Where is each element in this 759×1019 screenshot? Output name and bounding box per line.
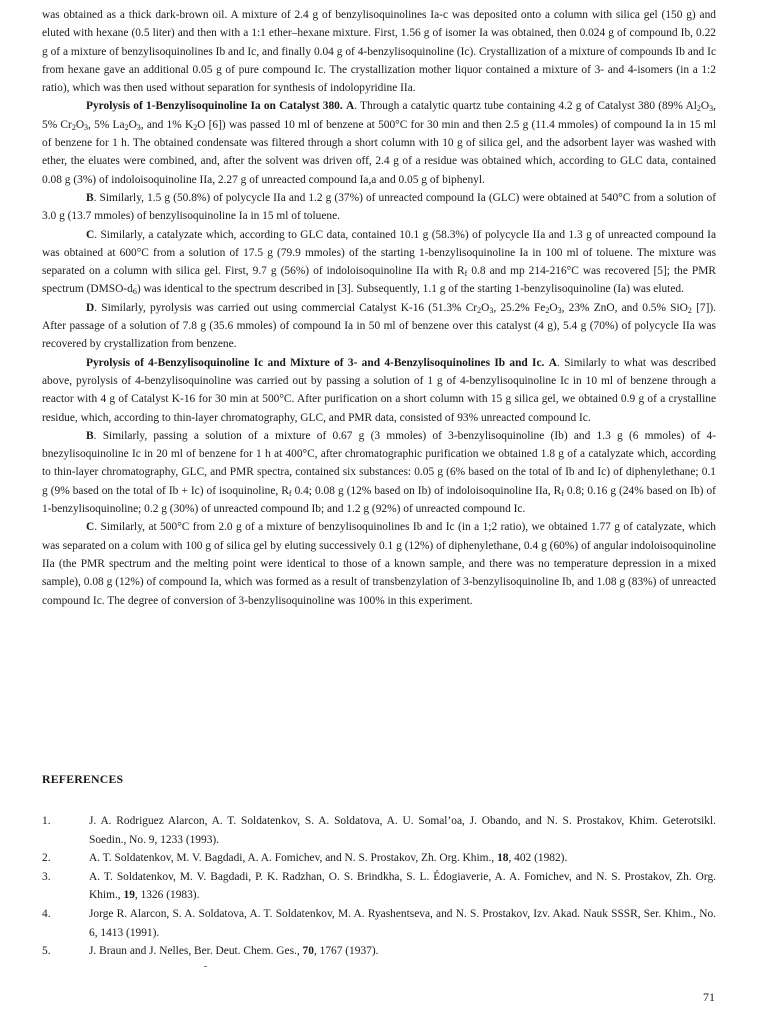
formula-text: , and 1% K	[140, 118, 194, 131]
paragraph-text: . Similarly to what was described above, pyrolysis of 4-benzylisoquinoline was carried out by passing a solution of 1 g of 4-benzylisoquinoline Ic in 10 ml of benzene through a reactor with 4 g of Catalyst K-16 for 30 min at 500°C. After purification on a short column with 15 g silica gel, we obtained 0.9 g of a crystalline residue, which, according to thin-layer chromatography, GLC, and PMR data, consisted of 93% unreacted compound Ic.	[42, 356, 716, 424]
reference-item	[42, 849, 716, 868]
paragraph-text: . Similarly, 1.5 g (50.8%) of polycycle IIa and 1.2 g (37%) of unreacted compound Ia (GLC) were obtained at 540°C from a solution of 3.0 g (13.7 mmoles) of benzylisoquinoline Ia in 15 ml of toluene.	[42, 191, 716, 223]
method-label: A	[548, 356, 557, 369]
reference-text: A. T. Soldatenkov, M. V. Bagdadi, P. K. Radzhan, O. S. Brindkha, S. L. Édogiaverie, A. A. Fomichev, and N. S. Prostakov, Zh. Org. Khim.,	[89, 870, 716, 902]
subscript: 2	[696, 104, 701, 114]
paragraph-text: . Similarly, a catalyzate which, according to GLC data, contained 10.1 g (58.3%) of polycycle IIa and 1.3 g of unreacted compound Ia was obtained at 600°C from a solution of 17.5 g (79.9 mmoles) of the starting 1-benzylisoquinoline Ia in 100 ml of toluene. The mixture was separated on a column with silica gel. First, 9.7 g (56%) of indoloisoquinoline IIa with R	[42, 228, 716, 278]
reference-tail: , 1767 (1937).	[313, 945, 379, 958]
formula-text: , 23% ZnO, and 0.5% SiO	[561, 301, 688, 314]
formula-text: O	[549, 301, 558, 314]
paragraph-text: was obtained as a thick dark-brown oil. A mixture of 2.4 g of benzylisoquinolines Ia-c was deposited onto a column with silica gel (150 g) and eluted with hexane (0.5 liter) and then with a 1:1 ether–hexane mixture. First, 1.56 g of isomer Ia was obtained, then 0.024 g of compound Ib, 0.22 g of a mixture of benzylisoquinolines Ib and Ic, and finally 0.04 g of 4-benzylisoquinoline (Ic). Crystallization of a mixture of compounds Ib and Ic from hexane gave an additional 0.05 g of pure compound Ic. The crystallization mother liquor contained a mixture of 3- and 4-isomers (in a 1:2 ratio), which was then used without separation for synthesis of indolopyridine IIa.	[42, 9, 716, 95]
section-title: Pyrolysis of 1-Benzylisoquinoline Ia on Catalyst 380.	[86, 100, 343, 113]
reference-list	[42, 812, 716, 961]
reference-text: J. Braun and J. Nelles, Ber. Deut. Chem. Ges.,	[89, 945, 303, 958]
subscript: 2	[477, 305, 482, 315]
references-heading: REFERENCES	[42, 772, 124, 786]
method-label: A	[345, 100, 355, 113]
reference-number: 2.	[42, 852, 51, 865]
reference-item	[42, 905, 716, 942]
subscript: 3	[489, 305, 494, 315]
formula-text: O	[700, 100, 710, 113]
subscript: f	[288, 488, 292, 498]
footnote-mark	[204, 966, 207, 967]
subscript: 2	[545, 305, 550, 315]
paragraph	[42, 518, 716, 609]
method-label: D	[86, 301, 95, 314]
subscript: 3	[136, 122, 141, 132]
reference-tail: , 402 (1982).	[508, 852, 568, 865]
reference-item	[42, 942, 716, 961]
formula-text: O	[75, 118, 85, 131]
method-label: B	[86, 429, 94, 442]
paragraph-text: O [6]) was passed 10 ml of benzene at 500°C for 30 min and then 2.5 g (11.4 mmoles) of compound Ia in 15 ml of benzene for 1 h. The obtained condensate was filtered through a short column with 10 g of silica gel, and the adsorbent layer was washed with ether, the eluates were combined, and, after the solvent was driven off, 2.4 g of a residue was obtained which, according to GLC data, contained 0.08 g (3%) of indoloisoquinoline IIa, 2.27 g of unreacted compound Ia,a and 0.05 g of biphenyl.	[42, 118, 716, 186]
subscript: 6	[132, 287, 137, 297]
paragraph-text: . Through a catalytic quartz tube containing 4.2 g of Catalyst 380 (89% Al	[354, 100, 697, 113]
subscript: 3	[709, 104, 714, 114]
paragraph-text: . Similarly, at 500°C from 2.0 g of a mixture of benzylisoquinolines Ib and Ic (in a 1;2 ratio), we obtained 1.77 g of catalyzate, which was separated on a colum with 100 g of silica gel by eluting successively 0.1 g (12%) of diphenylethane, 0.4 g (60%) of angular indoloisoquinoline IIa (the PMR spectrum and the melting point were identical to those of a known sample, and there was no temperature depression in a mixed sample), 0.08 g (12%) of compound Ia, which was formed as a result of transbenzylation of 3-benzylisoquinoline Ib, and 1.08 g (83%) of unreacted compound Ic. The degree of conversion of 3-benzylisoquinoline was 100% in this experiment.	[42, 521, 716, 607]
reference-tail: , 1326 (1983).	[134, 889, 200, 902]
paragraph	[42, 97, 716, 188]
paragraph	[42, 299, 716, 354]
paragraph-text: . Similarly, pyrolysis was carried out using commercial Catalyst K-16 (51.3% Cr	[94, 301, 478, 314]
formula-text: , 5% La	[88, 118, 125, 131]
reference-item	[42, 812, 716, 849]
page-number: 71	[703, 990, 715, 1004]
subscript: 2	[687, 305, 692, 315]
reference-volume: 19	[123, 889, 135, 902]
subscript: 3	[84, 122, 89, 132]
reference-item	[42, 868, 716, 905]
paragraph	[42, 427, 716, 518]
paragraph	[42, 226, 716, 299]
reference-text: A. T. Soldatenkov, M. V. Bagdadi, A. A. Fomichev, and N. S. Prostakov, Zh. Org. Khim.,	[89, 852, 498, 865]
paragraph-text: 0.4; 0.08 g (12% based on Ib) of indoloisoquinoline IIa, R	[291, 484, 562, 497]
paragraph-text: 0.8 and mp 214-216°C was recovered [5]; the PMR spectrum (DMSO-d	[42, 265, 716, 296]
paragraph-text: 0.8; 0.16 g (24% based on Ib) of 1-benzylisoquinoline; 0.2 g (30%) of unreacted compound Ib; and 1.2 g (92%) of unreacted compound Ic.	[42, 484, 716, 516]
subscript: f	[464, 269, 468, 279]
subscript: f	[561, 488, 564, 498]
formula-text: , 5% Cr	[42, 100, 716, 131]
formula-text: O	[481, 301, 490, 314]
reference-text: J. A. Rodriguez Alarcon, A. T. Soldatenkov, S. A. Soldatova, A. U. Somal’oa, J. Obando, and N. S. Prostakov, Khim. Geterotsikl. Soedin., No. 9, 1233 (1993).	[89, 815, 716, 846]
experimental-section	[42, 6, 716, 610]
reference-number: 5.	[42, 945, 51, 958]
method-label: C	[86, 521, 95, 534]
subscript: 2	[124, 122, 129, 132]
reference-number: 1.	[42, 815, 51, 827]
paragraph	[42, 189, 716, 226]
subscript: 2	[71, 122, 76, 132]
reference-volume: 18	[497, 852, 509, 865]
reference-text: Jorge R. Alarcon, S. A. Soldatova, A. T. Soldatenkov, M. A. Ryashentseva, and N. S. Prostakov, Izv. Akad. Nauk SSSR, Ser. Khim., No. 6, 1413 (1991).	[89, 907, 716, 939]
section-title: Pyrolysis of 4-Benzylisoquinoline Ic and Mixture of 3- and 4-Benzylisoquinolines Ib and Ic.	[86, 356, 545, 369]
reference-number: 4.	[42, 907, 51, 920]
paragraph-text: . Similarly, passing a solution of a mixture of 0.67 g (3 mmoles) of 3-benzylisoquinoline (Ib) and 1.3 g (6 mmoles) of 4-bnezylisoquinoline Ic in 20 ml of benzene for 1 h at 400°C, after chromatographic purification we obtained 1.8 g of a catalyzate which, according to thin-layer chromatography, GLC, and PMR spectra, contained six substances: 0.05 g (6% based on the total of Ib and Ic) of diphenylethane; 0.1 g (9% based on the total of Ib + Ic) of isoquinoline, R	[42, 429, 716, 497]
paragraph	[42, 6, 716, 97]
formula-text: O	[128, 118, 137, 131]
reference-number: 3.	[42, 870, 51, 883]
subscript: 3	[557, 305, 562, 315]
method-label: C	[86, 228, 95, 241]
formula-text: , 25.2% Fe	[493, 301, 546, 314]
reference-volume: 70	[302, 945, 314, 958]
paragraph-text: ) was identical to the spectrum described in [3]. Subsequently, 1.1 g of the starting 1-benzylisoquinoline (Ia) was eluted.	[136, 283, 684, 296]
paragraph-text: [7]). After passage of a solution of 7.8 g (35.6 mmoles) of compound Ia in 50 ml of benzene over this catalyst (4 g), 5.4 g (70%) of polycycle IIa was recovered by crystallization from benzene.	[42, 301, 717, 351]
subscript: 2	[193, 122, 198, 132]
paragraph	[42, 354, 716, 427]
method-label: B	[86, 191, 94, 204]
